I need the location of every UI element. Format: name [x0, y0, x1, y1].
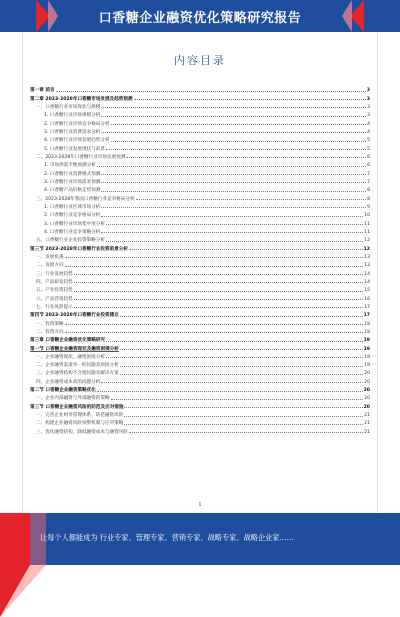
toc-entry-label: 第四节 2023-2028年口香糖行业投资建议: [30, 313, 119, 319]
toc-entry[interactable]: [30, 318, 370, 326]
toc-entry-page: 6: [367, 154, 370, 160]
toc-entry-label: 三、行业发展趋势: [36, 271, 73, 277]
toc-entry[interactable]: [30, 418, 370, 426]
toc-dot-leader: [124, 416, 363, 417]
toc-dot-leader: [111, 399, 364, 400]
toc-entry-page: 19: [364, 363, 370, 369]
toc-entry-page: 20: [364, 371, 370, 377]
toc-entry-page: 9: [367, 204, 370, 210]
toc-entry-page: 4: [367, 129, 370, 135]
toc-entry-page: 20: [364, 396, 370, 402]
toc-entry-page: 6: [367, 163, 370, 169]
toc-entry-label: 五、产业投资趋势: [36, 288, 73, 294]
toc-entry-label: 第三节 2023-2028年口香糖行业投资前景分析: [30, 246, 128, 252]
toc-entry-label: 六、产品营销趋势: [36, 296, 73, 302]
toc-entry-label: 1. 口香糖行业区域市场分析: [44, 204, 101, 210]
toc-dot-leader: [101, 174, 366, 175]
toc-dot-leader: [97, 391, 363, 392]
toc-entry[interactable]: [30, 302, 370, 310]
toc-dot-leader: [124, 424, 363, 425]
toc-entry[interactable]: [30, 227, 370, 235]
toc-dot-leader: [111, 141, 366, 142]
toc-entry-page: 21: [364, 429, 370, 435]
toc-entry[interactable]: [30, 193, 370, 201]
toc-entry-page: 3: [366, 88, 370, 94]
toc-entry-page: 12: [363, 246, 370, 252]
toc-entry-page: 20: [364, 379, 370, 385]
toc-entry-label: 第二章 2023-2028年口香糖市场发展及趋势预测: [30, 96, 133, 102]
toc-dot-leader: [101, 132, 366, 133]
toc-entry-page: 21: [364, 413, 370, 419]
toc-entry-label: 七、行业风险提示: [36, 304, 73, 310]
toc-entry-label: 第一节 口香糖企业融资现状及融资困境分析: [30, 346, 119, 352]
toc-dot-leader: [111, 124, 366, 125]
report-title: 口香糖企业融资优化策略研究报告: [98, 11, 302, 26]
toc-entry-label: 二、2023-2028年口香糖行业市场发展预测: [36, 154, 126, 160]
toc-entry-page: 5: [367, 146, 370, 152]
toc-entry-page: 11: [364, 221, 370, 227]
toc-dot-leader: [126, 157, 366, 158]
toc-entry-label: 一、企业内部融资与外部融资的策略: [36, 396, 110, 402]
toc-entry-label: 三、优化融资结构，降低融资成本与融资风险: [36, 429, 128, 435]
toc-entry-label: 一、发展机遇: [36, 254, 64, 260]
toc-entry-page: 7: [367, 171, 370, 177]
toc-entry[interactable]: [30, 168, 370, 176]
toc-dot-leader: [101, 107, 366, 108]
toc-dot-leader: [97, 166, 366, 167]
toc-entry-label: 二、企业融资渠道单一的问题及原因分析: [36, 363, 119, 369]
toc-entry-label: 五、口香糖行业企业投资策略分析: [36, 238, 105, 244]
toc-entry[interactable]: [30, 118, 370, 126]
toc-dot-leader: [129, 432, 363, 433]
toc-entry[interactable]: [30, 177, 370, 185]
toc-entry-label: 四、产品研发趋势: [36, 279, 73, 285]
toc-entry[interactable]: [30, 135, 370, 143]
toc-dot-leader: [101, 191, 366, 192]
toc-entry[interactable]: [30, 293, 370, 301]
page-number: 1: [198, 502, 202, 508]
toc-dot-leader: [106, 149, 366, 150]
toc-entry-page: 12: [364, 238, 370, 244]
toc-entry-label: 二、投资方向: [36, 329, 64, 335]
toc-entry[interactable]: [30, 85, 370, 93]
toc-entry-page: 15: [364, 288, 370, 294]
toc-entry-label: 第三章 口香糖企业融资优化策略研究: [30, 338, 106, 344]
toc-entry-page: 5: [367, 138, 370, 144]
toc-dot-leader: [101, 182, 366, 183]
toc-dot-leader: [101, 232, 363, 233]
toc-entry-label: 2. 口香糖行业市场竞争格局分析: [44, 121, 110, 127]
toc-entry-page: 8: [367, 188, 370, 194]
toc-dot-leader: [101, 216, 363, 217]
toc-entry-page: 17: [363, 313, 370, 319]
toc-entry[interactable]: [30, 426, 370, 434]
toc-entry[interactable]: [30, 376, 370, 384]
right-border-line: [377, 32, 378, 513]
toc-entry-page: 13: [364, 263, 370, 269]
toc-dot-leader: [106, 357, 363, 358]
toc-dot-leader: [101, 207, 366, 208]
toc-entry[interactable]: [30, 210, 370, 218]
toc-entry[interactable]: [30, 327, 370, 335]
toc-entry-label: 3. 口香糖行业市场需求预测: [44, 179, 101, 185]
toc-entry-page: 17: [364, 304, 370, 310]
toc-dot-leader: [74, 307, 363, 308]
toc-dot-leader: [106, 224, 363, 225]
toc-entry-label: 二、构建企业融资风险预警机制与应对策略: [36, 421, 124, 427]
toc-entry-label: 1. 市场供需平衡预测分析: [44, 163, 96, 169]
toc-entry[interactable]: [30, 110, 370, 118]
toc-entry-page: 20: [363, 404, 370, 410]
toc-entry-page: 19: [364, 354, 370, 360]
toc-entry[interactable]: [30, 368, 370, 376]
toc-dot-leader: [65, 257, 364, 258]
toc-entry[interactable]: [30, 277, 370, 285]
toc-entry-label: 一、企业融资现状，融资困境分析: [36, 354, 105, 360]
toc-entry-label: 二、发展方向: [36, 263, 64, 269]
toc-dot-leader: [120, 366, 363, 367]
toc-dot-leader: [74, 299, 363, 300]
toc-entry-label: 三、企业融资结构不合理问题及解决方案: [36, 371, 119, 377]
toc-entry[interactable]: [30, 360, 370, 368]
toc-dot-leader: [74, 282, 363, 283]
header-banner: [0, 0, 400, 32]
toc-entry-page: 8: [367, 196, 370, 202]
table-of-contents: [30, 85, 370, 435]
toc-entry-page: 20: [363, 388, 370, 394]
toc-entry[interactable]: [30, 152, 370, 160]
toc-entry-label: 第一章 前言: [30, 88, 55, 94]
toc-entry[interactable]: [30, 260, 370, 268]
toc-dot-leader: [65, 266, 364, 267]
toc-dot-leader: [106, 241, 363, 242]
toc-entry-page: 19: [363, 346, 370, 352]
toc-entry[interactable]: [30, 343, 370, 351]
toc-entry-label: 第三节 口香糖企业融资风险的防范及应对措施: [30, 404, 124, 410]
toc-entry-page: 11: [364, 229, 370, 235]
toc-dot-leader: [129, 249, 363, 250]
toc-entry-page: 14: [364, 279, 370, 285]
toc-dot-leader: [106, 341, 362, 342]
toc-entry-label: 4. 口香糖行业市场发展趋势分析: [44, 138, 110, 144]
toc-entry-label: 4. 口香糖产品价格走势预测: [44, 188, 101, 194]
toc-entry-page: 13: [364, 254, 370, 260]
toc-entry-page: 10: [364, 213, 370, 219]
toc-entry[interactable]: [30, 243, 370, 251]
toc-entry[interactable]: [30, 310, 370, 318]
toc-dot-leader: [56, 91, 366, 92]
toc-entry-page: 16: [364, 296, 370, 302]
toc-entry-page: 3: [366, 96, 370, 102]
toc-entry-label: 3. 口香糖行业市场集中度分析: [44, 221, 105, 227]
toc-entry-label: 第二节 口香糖企业融资策略优化: [30, 388, 96, 394]
toc-entry[interactable]: [30, 393, 370, 401]
toc-entry-page: 18: [364, 321, 370, 327]
toc-dot-leader: [65, 332, 364, 333]
toc-entry-label: 5. 口香糖行业发展现状与前景: [44, 146, 105, 152]
toc-dot-leader: [134, 99, 366, 100]
toc-entry[interactable]: [30, 160, 370, 168]
toc-dot-leader: [136, 199, 367, 200]
footer-accent: [0, 513, 30, 617]
toc-dot-leader: [101, 116, 366, 117]
toc-entry-page: 3: [367, 113, 370, 119]
toc-entry[interactable]: [30, 202, 370, 210]
toc-dot-leader: [101, 382, 363, 383]
toc-entry-page: 4: [367, 121, 370, 127]
toc-dot-leader: [74, 274, 363, 275]
toc-entry-page: 19: [363, 338, 370, 344]
toc-entry-page: 14: [364, 271, 370, 277]
toc-entry[interactable]: [30, 143, 370, 151]
toc-entry[interactable]: [30, 218, 370, 226]
toc-entry[interactable]: [30, 252, 370, 260]
toc-dot-leader: [120, 349, 363, 350]
toc-heading: 内容目录: [174, 54, 226, 67]
toc-entry-label: 2. 口香糖行业消费模式预测: [44, 171, 101, 177]
toc-entry[interactable]: [30, 285, 370, 293]
toc-entry[interactable]: [30, 127, 370, 135]
toc-dot-leader: [74, 291, 363, 292]
footer-slogan: 让每个人都能成为 行业专家、管理专家、营销专家、战略专家、战略企业家……: [40, 533, 294, 542]
toc-entry-label: 一、投资策略: [36, 321, 64, 327]
toc-entry[interactable]: [30, 93, 370, 101]
toc-entry-label: 一、完善企业财务管理体系，防范融资风险: [36, 413, 124, 419]
toc-entry-label: 3. 口香糖行业消费需求分析: [44, 129, 101, 135]
toc-dot-leader: [124, 407, 362, 408]
toc-entry[interactable]: [30, 102, 370, 110]
toc-entry-label: 1. 口香糖行业市场规模分析: [44, 113, 101, 119]
toc-dot-leader: [120, 374, 363, 375]
footer-banner: [0, 513, 400, 565]
toc-entry-page: 21: [364, 421, 370, 427]
toc-dot-leader: [120, 316, 363, 317]
toc-entry[interactable]: [30, 335, 370, 343]
toc-entry[interactable]: [30, 268, 370, 276]
toc-entry-label: 一、口香糖行业市场现状与规模: [36, 104, 101, 110]
left-border-line: [22, 32, 23, 513]
toc-entry-label: 4. 口香糖行业竞争策略分析: [44, 229, 101, 235]
toc-entry[interactable]: [30, 352, 370, 360]
toc-entry[interactable]: [30, 401, 370, 409]
toc-dot-leader: [65, 324, 364, 325]
toc-entry[interactable]: [30, 385, 370, 393]
toc-entry[interactable]: [30, 235, 370, 243]
toc-entry-page: 3: [367, 104, 370, 110]
toc-entry-label: 2. 口香糖行业竞争格局分析: [44, 213, 101, 219]
toc-entry[interactable]: [30, 185, 370, 193]
toc-entry-label: 三、2023-2028年我国口香糖行业竞争格局分析: [36, 196, 135, 202]
toc-entry-label: 四、企业融资成本高的问题分析: [36, 379, 101, 385]
toc-entry-page: 7: [367, 179, 370, 185]
toc-entry-page: 18: [364, 329, 370, 335]
toc-entry[interactable]: [30, 410, 370, 418]
